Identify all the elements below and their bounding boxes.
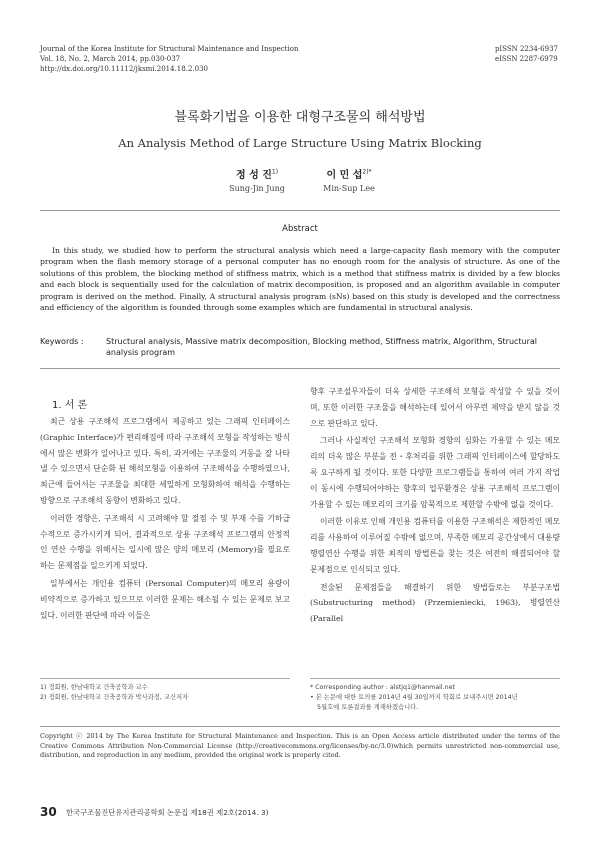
pissn: pISSN 2234-6937 [494,45,558,53]
abstract-heading: Abstract [282,224,318,234]
abstract-top-rule [40,210,560,211]
keywords-label: Keywords : [40,337,84,346]
author-1-name-en: Sung-Jin Jung [229,184,285,193]
footnote: • 본 논문에 대한 토의를 2014년 4월 30일까지 학회로 보내주시면 2014년 [310,694,518,701]
author-2-name-en: Min-Sup Lee [323,184,375,193]
footnotes-left [40,683,188,703]
body-left-column [40,414,290,625]
author-1-name-ko: 정 성 진 [235,170,272,181]
footnotes-right [310,683,518,713]
journal-name: Journal of the Korea Institute for Structural Maintenance and Inspection [40,45,299,53]
paragraph: 이러한 경향은, 구조해석 시 고려해야 할 절점 수 및 부재 수를 기하급수적으로 증가시키게 되어, 결과적으로 상용 구조해석 프로그램의 안정적인 연산 수행을 위해서는 일시에 많은 양의 메모리 (Memory)를 필요로 하는 문제점을 일으키게 되었다. [40,513,290,571]
footnote: 5월호에 토론결과를 게재하겠습니다. [317,704,419,711]
keywords [40,336,560,358]
author-2-name-ko: 이 민 섭 [326,170,363,181]
paragraph: 일부에서는 개인용 컴퓨터 (Personal Computer)의 메모리 용량이 비약적으로 증가하고 있으므로 이러한 문제는 해소될 수 있는 문제로 보고 있다. 이러한 판단에 따라 이들은 [40,578,290,620]
keywords-value: Structural analysis, Massive matrix decomposition, Blocking method, Stiffness matrix, Algorithm, Structural analysis program [106,337,538,357]
paper-title-english: An Analysis Method of Large Structure Using Matrix Blocking [118,136,482,150]
paragraph: 최근 상용 구조해석 프로그램에서 제공하고 있는 그래픽 인터페이스 (Graphic Interface)가 편리해짐에 따라 구조해석 모형을 작성하는 방식에서 많은 변화가 일어나고 있다. 특히, 과거에는 구조물의 거동을 잘 나타낼 수 있으면서 단순화 된 해석모형을 이용하여 구조해석을 수행하였으나, 최근에 들어서는 구조물을 최대한 세밀하게 모형화하여 해석을 수행하는 방향으로 구조해석 동향이 변화하고 있다. [40,417,290,505]
footnote-rule-right [310,678,560,679]
eissn: eISSN 2287-6979 [494,55,558,63]
paragraph: 전술된 문제점들을 해결하기 위한 방법들로는 부분구조법 (Substructuring method) (Przemieniecki, 1963), 병렬연산 (Parallel [310,582,560,624]
journal-volume: Vol. 18, No. 2, March 2014, pp.030-037 [40,55,181,63]
abstract-text: In this study, we studied how to perform the structural analysis which need a large-capacity flash memory with the computer program when the flash memory storage of a personal computer has no enough room for the analysis of structure. As one of the solutions of this problem, the blocking method of stiffness matrix, which is a method that stiffness matrix is divided by a few blocks and each block is sequentially used for the calculation of matrix decomposition, is proposed and an algorithm available in computer program is derived on the method. Finally, A structural analysis program (sNs) based on this study is developed and the correctness and efficiency of the algorithm is founded through some examples which are fundamental in structural analysis. [40,246,560,313]
page-number: 30 [40,805,57,819]
footnote: 2) 정회원, 한남대학교 건축공학과 박사과정, 교신저자 [40,694,189,701]
journal-header-right [495,44,558,64]
footnote-rule-left [40,678,290,679]
section-heading-introduction: 1. 서 론 [52,400,88,411]
paragraph: 향후 구조설무자들이 더욱 상세한 구조해석 모형을 작성할 수 있을 것이며, 또한 이러한 구조물을 해석하는데 있어서 아무런 제약을 받지 않을 것으로 판단하고 있다. [310,387,560,428]
abstract-bottom-rule [40,368,560,369]
journal-header-left [40,44,298,74]
author-1-affil-mark: 1) [271,168,279,176]
copyright-rule [40,726,560,727]
body-right-column [310,384,560,629]
footnote: 1) 정회원, 한남대학교 건축공학과 교수 [40,684,148,691]
footer-journal: 한국구조물진단유지관리공학회 논문집 제18권 제2호(2014. 3) [66,808,269,817]
paper-title-korean: 블록화기법을 이용한 대형구조물의 해석방법 [174,110,426,125]
author-1 [212,166,302,193]
author-2-affil-mark: 2)* [362,168,372,176]
doi-link[interactable]: http://dx.doi.org/10.11112/jksmi.2014.18.2.030 [40,65,208,73]
paragraph: 이러한 이유로 인해 개인용 컴퓨터를 이용한 구조해석은 제한적인 메모리를 사용하여 이루어질 수밖에 없으며, 부족한 메모리 공간상에서 대용량 행렬연산 수행을 위한 최적의 방법론을 찾는 것은 여전히 해결되어야 할 문제점으로 인식되고 있다. [310,517,560,574]
author-2 [304,166,394,193]
corresponding-author-footnote: * Corresponding author : alstjq1@hanmail.net [310,684,456,691]
paragraph: 그러나 사실적인 구조해석 모형화 경향의 심화는 가용할 수 있는 메모리의 더욱 많은 부분을 전・후처리를 위한 그래픽 인터페이스에 할당하도록 요구하게 될 것이다. 또한 다양한 프로그램들을 통하여 여러 가지 작업이 동시에 수행되어야하는 향후의 업무환경은 상용 구조해석 프로그램이 가용할 수 있는 메모리의 크기를 암묵적으로 제한할 수밖에 없을 것이다. [310,436,560,509]
copyright-notice: Copyright ⓒ 2014 by The Korea Institute for Structural Maintenance and Inspection. This is an Open Access article distributed under the terms of the Creative Commons Attribution Non-Commercial License (http://creativecommons.org/licenses/by-nc/3.0)which permits unrestricted non-commercial use, distribution, and reproduction in any medium, provided the original work is properly cited. [40,732,560,760]
